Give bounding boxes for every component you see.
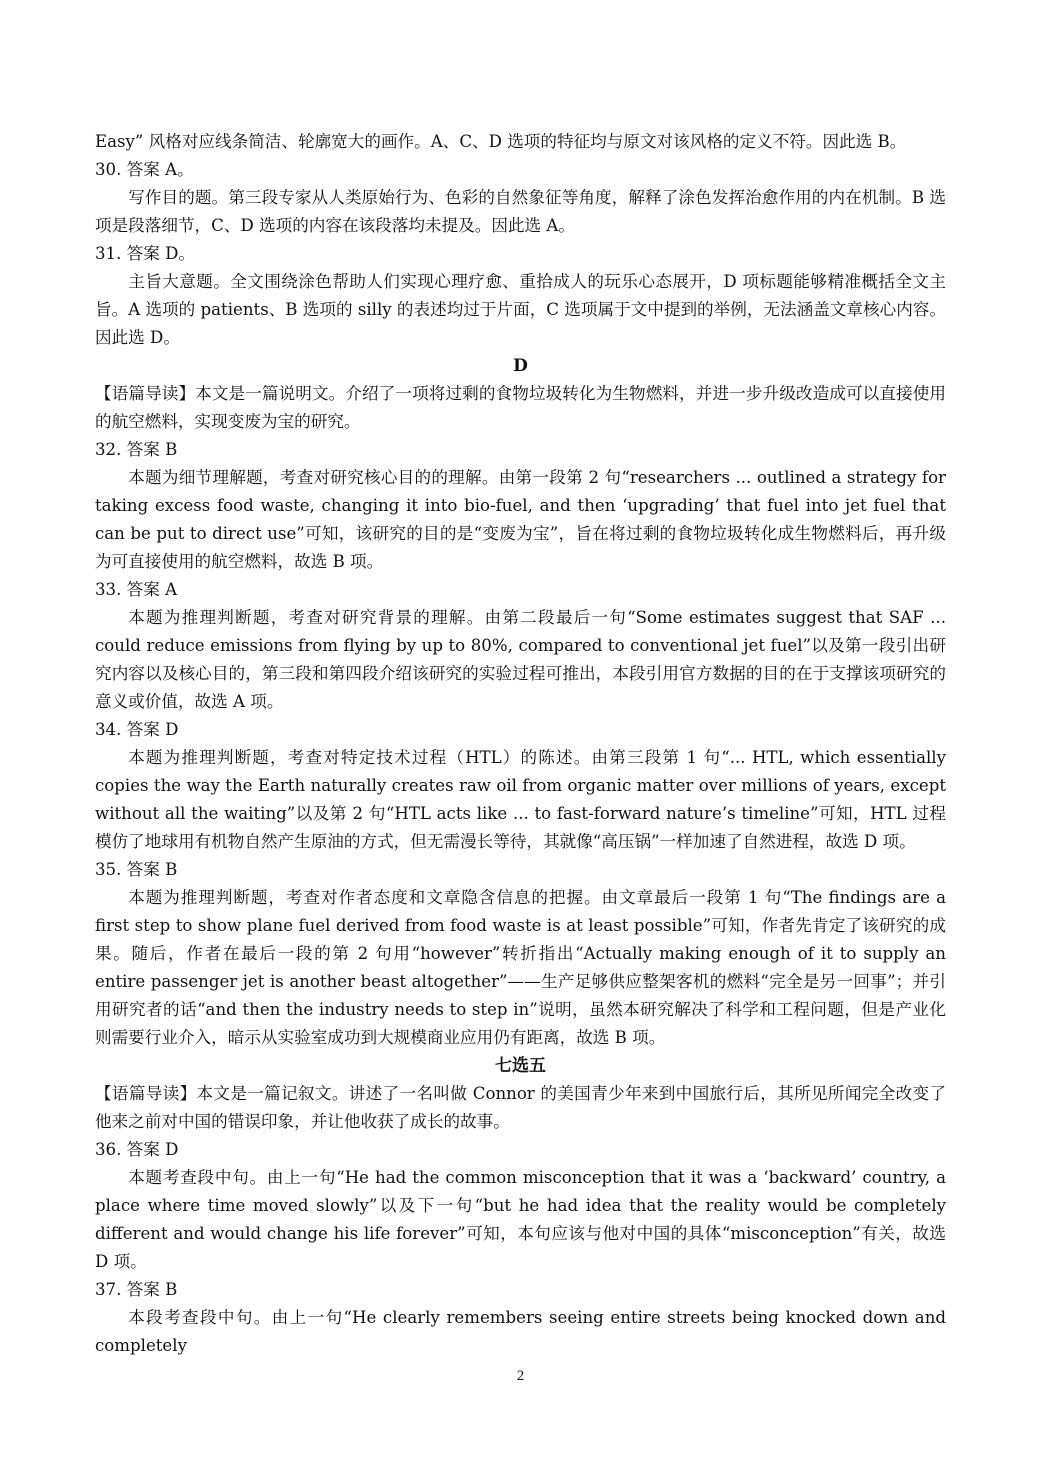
passage-guide-seven-choose-five: 【语篇导读】本文是一篇记叙文。讲述了一名叫做 Connor 的美国青少年来到中国旅行后，其所见所闻完全改变了他来之前对中国的错误印象，并让他收获了成长的故事。: [95, 1084, 946, 1131]
explanation-32: 本题为细节理解题，考查对研究核心目的的理解。由第一段第 2 句“researchers ... outlined a strategy for taking excess food waste, changing it into bio-fuel, and then ‘upgrading’ that fuel into jet fuel that can be put to direct use”可知，该研究的目的是“变废为宝”，旨在将过剩的食物垃圾转化成生物燃料后，再升级为可直接使用的航空燃料，故选 B 项。: [95, 468, 946, 571]
answer-36: 36. 答案 D: [95, 1140, 179, 1159]
page-number: 2: [516, 1368, 525, 1384]
passage-guide-d: 【语篇导读】本文是一篇说明文。介绍了一项将过剩的食物垃圾转化为生物燃料，并进一步升级改造成可以直接使用的航空燃料，实现变废为宝的研究。: [95, 384, 946, 431]
answer-37: 37. 答案 B: [95, 1280, 178, 1299]
section-heading-d: D: [513, 356, 528, 376]
section-heading-seven-choose-five: 七选五: [495, 1056, 546, 1076]
explanation-36: 本题考查段中句。由上一句“He had the common misconception that it was a ‘backward’ country, a place where time moved slowly”以及下一句“but he had idea that the reality would be completely different and would change his life forever”可知，本句应该与他对中国的具体“misconception”有关，故选 D 项。: [95, 1168, 946, 1271]
answer-32: 32. 答案 B: [95, 440, 178, 459]
answer-33: 33. 答案 A: [95, 580, 178, 599]
answer-35: 35. 答案 B: [95, 860, 178, 879]
explanation-34: 本题为推理判断题，考查对特定技术过程（HTL）的陈述。由第三段第 1 句“... HTL, which essentially copies the way the Earth naturally creates raw oil from organic matter over millions of years, except without all the waiting”以及第 2 句“HTL acts like ... to fast-forward nature’s timeline”可知，HTL 过程模仿了地球用有机物自然产生原油的方式，但无需漫长等待，其就像“高压锅”一样加速了自然进程，故选 D 项。: [95, 748, 946, 851]
answer-31: 31. 答案 D。: [95, 244, 196, 263]
explanation-33: 本题为推理判断题，考查对研究背景的理解。由第二段最后一句“Some estimates suggest that SAF ... could reduce emissions from flying by up to 80%, compared to conventional jet fuel”以及第一段引出研究内容以及核心目的，第三段和第四段介绍该研究的实验过程可推出，本段引用官方数据的目的在于支撑该项研究的意义或价值，故选 A 项。: [95, 608, 946, 711]
answer-30: 30. 答案 A。: [95, 160, 194, 179]
explanation-31: 主旨大意题。全文围绕涂色帮助人们实现心理疗愈、重拾成人的玩乐心态展开，D 项标题能够精准概括全文主旨。A 选项的 patients、B 选项的 silly 的表述均过于片面，C 选项属于文中提到的举例，无法涵盖文章核心内容。因此选 D。: [95, 272, 946, 347]
explanation-30: 写作目的题。第三段专家从人类原始行为、色彩的自然象征等角度，解释了涂色发挥治愈作用的内在机制。B 选项是段落细节，C、D 选项的内容在该段落均未提及。因此选 A。: [95, 188, 946, 235]
explanation-35: 本题为推理判断题，考查对作者态度和文章隐含信息的把握。由文章最后一段第 1 句“The findings are a first step to show plane fuel derived from food waste is at least possible”可知，作者先肯定了该研究的成果。随后，作者在最后一段的第 2 句用“however”转折指出“Actually making enough of it to supply an entire passenger jet is another beast altogether”——生产足够供应整架客机的燃料“完全是另一回事”；并引用研究者的话“and then the industry needs to step in”说明，虽然本研究解决了科学和工程问题，但是产业化则需要行业介入，暗示从实验室成功到大规模商业应用仍有距离，故选 B 项。: [95, 888, 946, 1047]
explanation-37: 本段考查段中句。由上一句“He clearly remembers seeing entire streets being knocked down and completely: [95, 1308, 946, 1355]
paragraph-29-tail: Easy” 风格对应线条简洁、轮廓宽大的画作。A、C、D 选项的特征均与原文对该风格的定义不符。因此选 B。: [95, 132, 907, 151]
answer-34: 34. 答案 D: [95, 720, 179, 739]
